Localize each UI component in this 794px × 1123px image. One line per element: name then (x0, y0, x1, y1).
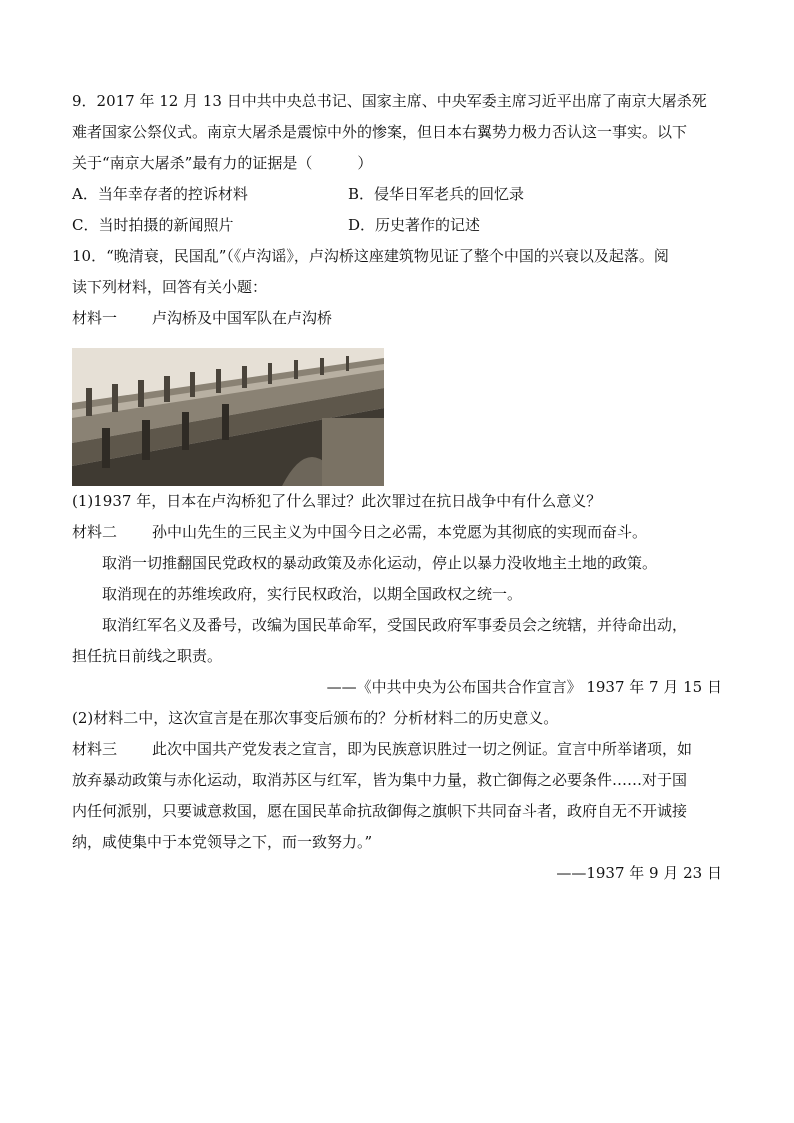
material-3-source: ——1937 年 9 月 23 日 (556, 864, 722, 882)
material-1-label: 材料一 (72, 309, 118, 327)
material-3-line-3: 内任何派别，只要诚意救国，愿在国民革命抗敌御侮之旗帜下共同奋斗者，政府自无不开诚接 (72, 802, 688, 820)
q10-sub-1: (1)1937 年，日本在卢沟桥犯了什么罪过？此次罪过在抗日战争中有什么意义？ (72, 492, 602, 510)
material-2-heading (72, 517, 722, 548)
q9-options-row-1 (72, 179, 722, 210)
q9-option-d[interactable]: D．历史著作的记述 (348, 216, 481, 234)
q10-sub-2: (2)材料二中，这次宣言是在那次事变后颁布的？分析材料二的历史意义。 (72, 709, 559, 727)
bridge-illustration (72, 348, 384, 486)
material-3-label: 材料三 (72, 740, 118, 758)
material-3-heading (72, 734, 722, 765)
material-2-p3b: 担任抗日前线之职责。 (72, 647, 223, 665)
lugou-bridge-photo (72, 348, 384, 486)
material-3-line-2: 放弃暴动政策与赤化运动，取消苏区与红军，皆为集中力量，救亡御侮之必要条件……对于国 (72, 771, 688, 789)
material-2-p1: 取消一切推翻国民党政权的暴动政策及赤化运动，停止以暴力没收地主土地的政策。 (102, 554, 658, 572)
material-1-caption: 卢沟桥及中国军队在卢沟桥 (152, 309, 333, 327)
material-1-heading (72, 303, 722, 334)
material-3-line-4: 纳，咸使集中于本党领导之下，而一致努力。” (72, 833, 373, 851)
q9-option-a[interactable]: A．当年幸存者的控诉材料 (72, 185, 248, 203)
q9-option-c[interactable]: C．当时拍摄的新闻照片 (72, 216, 234, 234)
material-2-p2: 取消现在的苏维埃政府，实行民权政治，以期全国政权之统一。 (102, 585, 523, 603)
q9-line-3: 关于“南京大屠杀”最有力的证据是（ ） (72, 154, 373, 172)
material-2-text: 孙中山先生的三民主义为中国今日之必需，本党愿为其彻底的实现而奋斗。 (152, 523, 648, 541)
q10-intro-2: 读下列材料，回答有关小题： (72, 278, 268, 296)
q9-line-1: 9．2017 年 12 月 13 日中共中央总书记、国家主席、中央军委主席习近平出席了南京大屠杀死 (72, 92, 707, 110)
q10-intro-1: 10．“晚清衰，民国乱”（《卢沟谣》，卢沟桥这座建筑物见证了整个中国的兴衰以及起落。阅 (72, 247, 669, 265)
q9-line-2: 难者国家公祭仪式。南京大屠杀是震惊中外的惨案，但日本右翼势力极力否认这一事实。以下 (72, 123, 688, 141)
material-3-line-1: 此次中国共产党发表之宣言，即为民族意识胜过一切之例证。宣言中所举诸项，如 (152, 740, 693, 758)
q9-option-b[interactable]: B．侵华日军老兵的回忆录 (348, 185, 525, 203)
material-2-label: 材料二 (72, 523, 118, 541)
material-2-source: ——《中共中央为公布国共合作宣言》 1937 年 7 月 15 日 (326, 678, 722, 696)
material-2-p3a: 取消红军名义及番号，改编为国民革命军，受国民政府军事委员会之统辖，并待命出动， (102, 616, 688, 634)
exam-page (72, 86, 722, 889)
q9-options-row-2 (72, 210, 722, 241)
